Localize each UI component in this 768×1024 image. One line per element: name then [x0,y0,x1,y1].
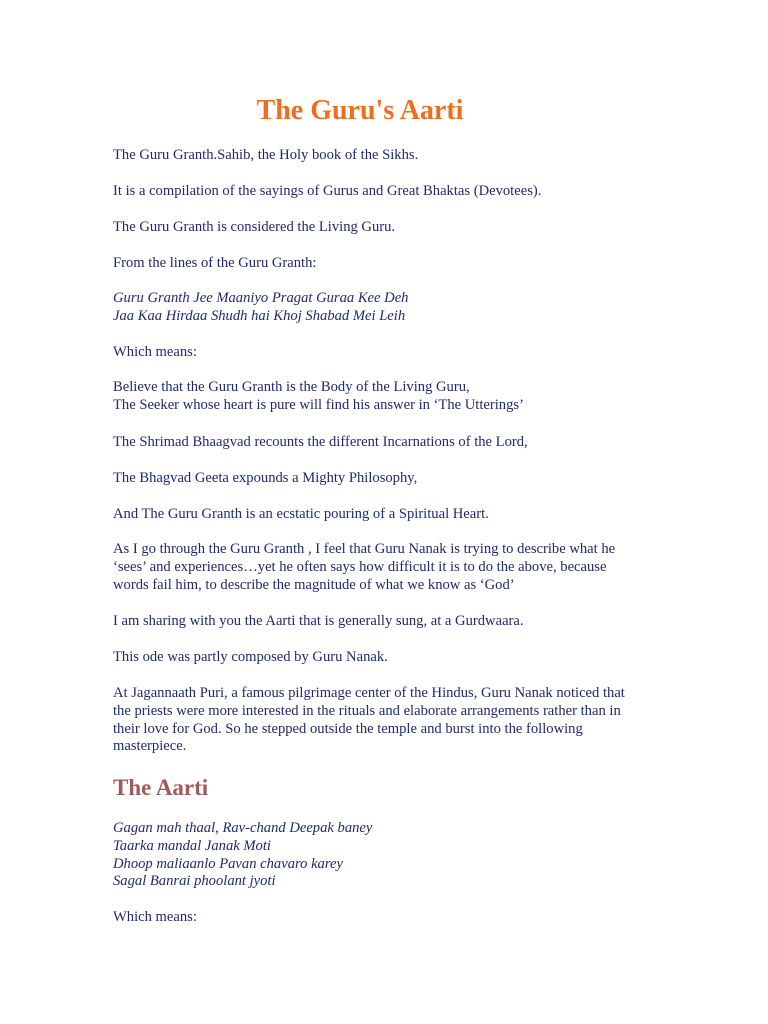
paragraph-line: As I go through the Guru Granth , I feel that Guru Nanak is trying to describe what he [113,541,616,557]
verse-guru-granth [113,290,673,326]
verse-line: Dhoop maliaanlo Pavan chavaro karey [113,855,343,872]
page-title: The Guru's Aarti [256,95,464,126]
paragraph-line: From the lines of the Guru Granth: [113,255,317,271]
paragraph-line: I am sharing with you the Aarti that is generally sung, at a Gurdwaara. [113,613,524,629]
paragraph-line: Which means: [113,344,197,360]
paragraph-line: The Guru Granth.Sahib, the Holy book of the Sikhs. [113,147,419,163]
paragraph-line: ‘sees’ and experiences…yet he often says how difficult it is to do the above, because [113,558,607,575]
paragraph-line: The Seeker whose heart is pure will find his answer in ‘The Utterings’ [113,396,524,413]
paragraph-line: masterpiece. [113,738,187,755]
paragraph-ode [113,649,673,667]
paragraph-from-lines [113,255,673,273]
paragraph-line: words fail him, to describe the magnitude of what we know as ‘God’ [113,576,515,593]
paragraph-compilation [113,183,673,201]
paragraph-which-means [113,344,673,362]
section-title: The Aarti [113,775,209,800]
paragraph-line: This ode was partly composed by Guru Nanak. [113,649,388,665]
paragraph-sharing-aarti [113,613,673,631]
paragraph-spiritual-heart [113,506,673,524]
paragraph-line: Which means: [113,909,197,925]
paragraph-line: At Jagannaath Puri, a famous pilgrimage center of the Hindus, Guru Nanak noticed that [113,685,625,701]
paragraph-believe [113,379,673,415]
paragraph-living-guru [113,219,673,237]
paragraph-line: The Guru Granth is considered the Living Guru. [113,219,396,235]
paragraph-line: It is a compilation of the sayings of Gurus and Great Bhaktas (Devotees). [113,183,542,199]
verse-line: Guru Granth Jee Maaniyo Pragat Guraa Kee Deh [113,290,409,306]
paragraph-line: The Shrimad Bhaagvad recounts the different Incarnations of the Lord, [113,434,528,450]
verse-line: Jaa Kaa Hirdaa Shudh hai Khoj Shabad Mei Leih [113,307,406,324]
verse-line: Taarka mandal Janak Moti [113,837,271,854]
paragraph-line: Believe that the Guru Granth is the Body of the Living Guru, [113,379,470,395]
paragraph-jagannaath-puri [113,685,673,756]
verse-aarti [113,820,673,891]
paragraph-which-means-2 [113,909,673,927]
paragraph-bhaagvad [113,434,673,452]
paragraph-line: The Bhagvad Geeta expounds a Mighty Philosophy, [113,470,418,486]
paragraph-guru-nanak-sees [113,541,673,594]
paragraph-line: the priests were more interested in the rituals and elaborate arrangements rather than in [113,702,621,719]
paragraph-line: And The Guru Granth is an ecstatic pouring of a Spiritual Heart. [113,506,489,522]
verse-line: Gagan mah thaal, Rav-chand Deepak baney [113,820,373,836]
paragraph-holy-book [113,147,673,165]
verse-line: Sagal Banrai phoolant jyoti [113,873,276,890]
paragraph-geeta [113,470,673,488]
paragraph-line: their love for God. So he stepped outside the temple and burst into the following [113,720,583,737]
